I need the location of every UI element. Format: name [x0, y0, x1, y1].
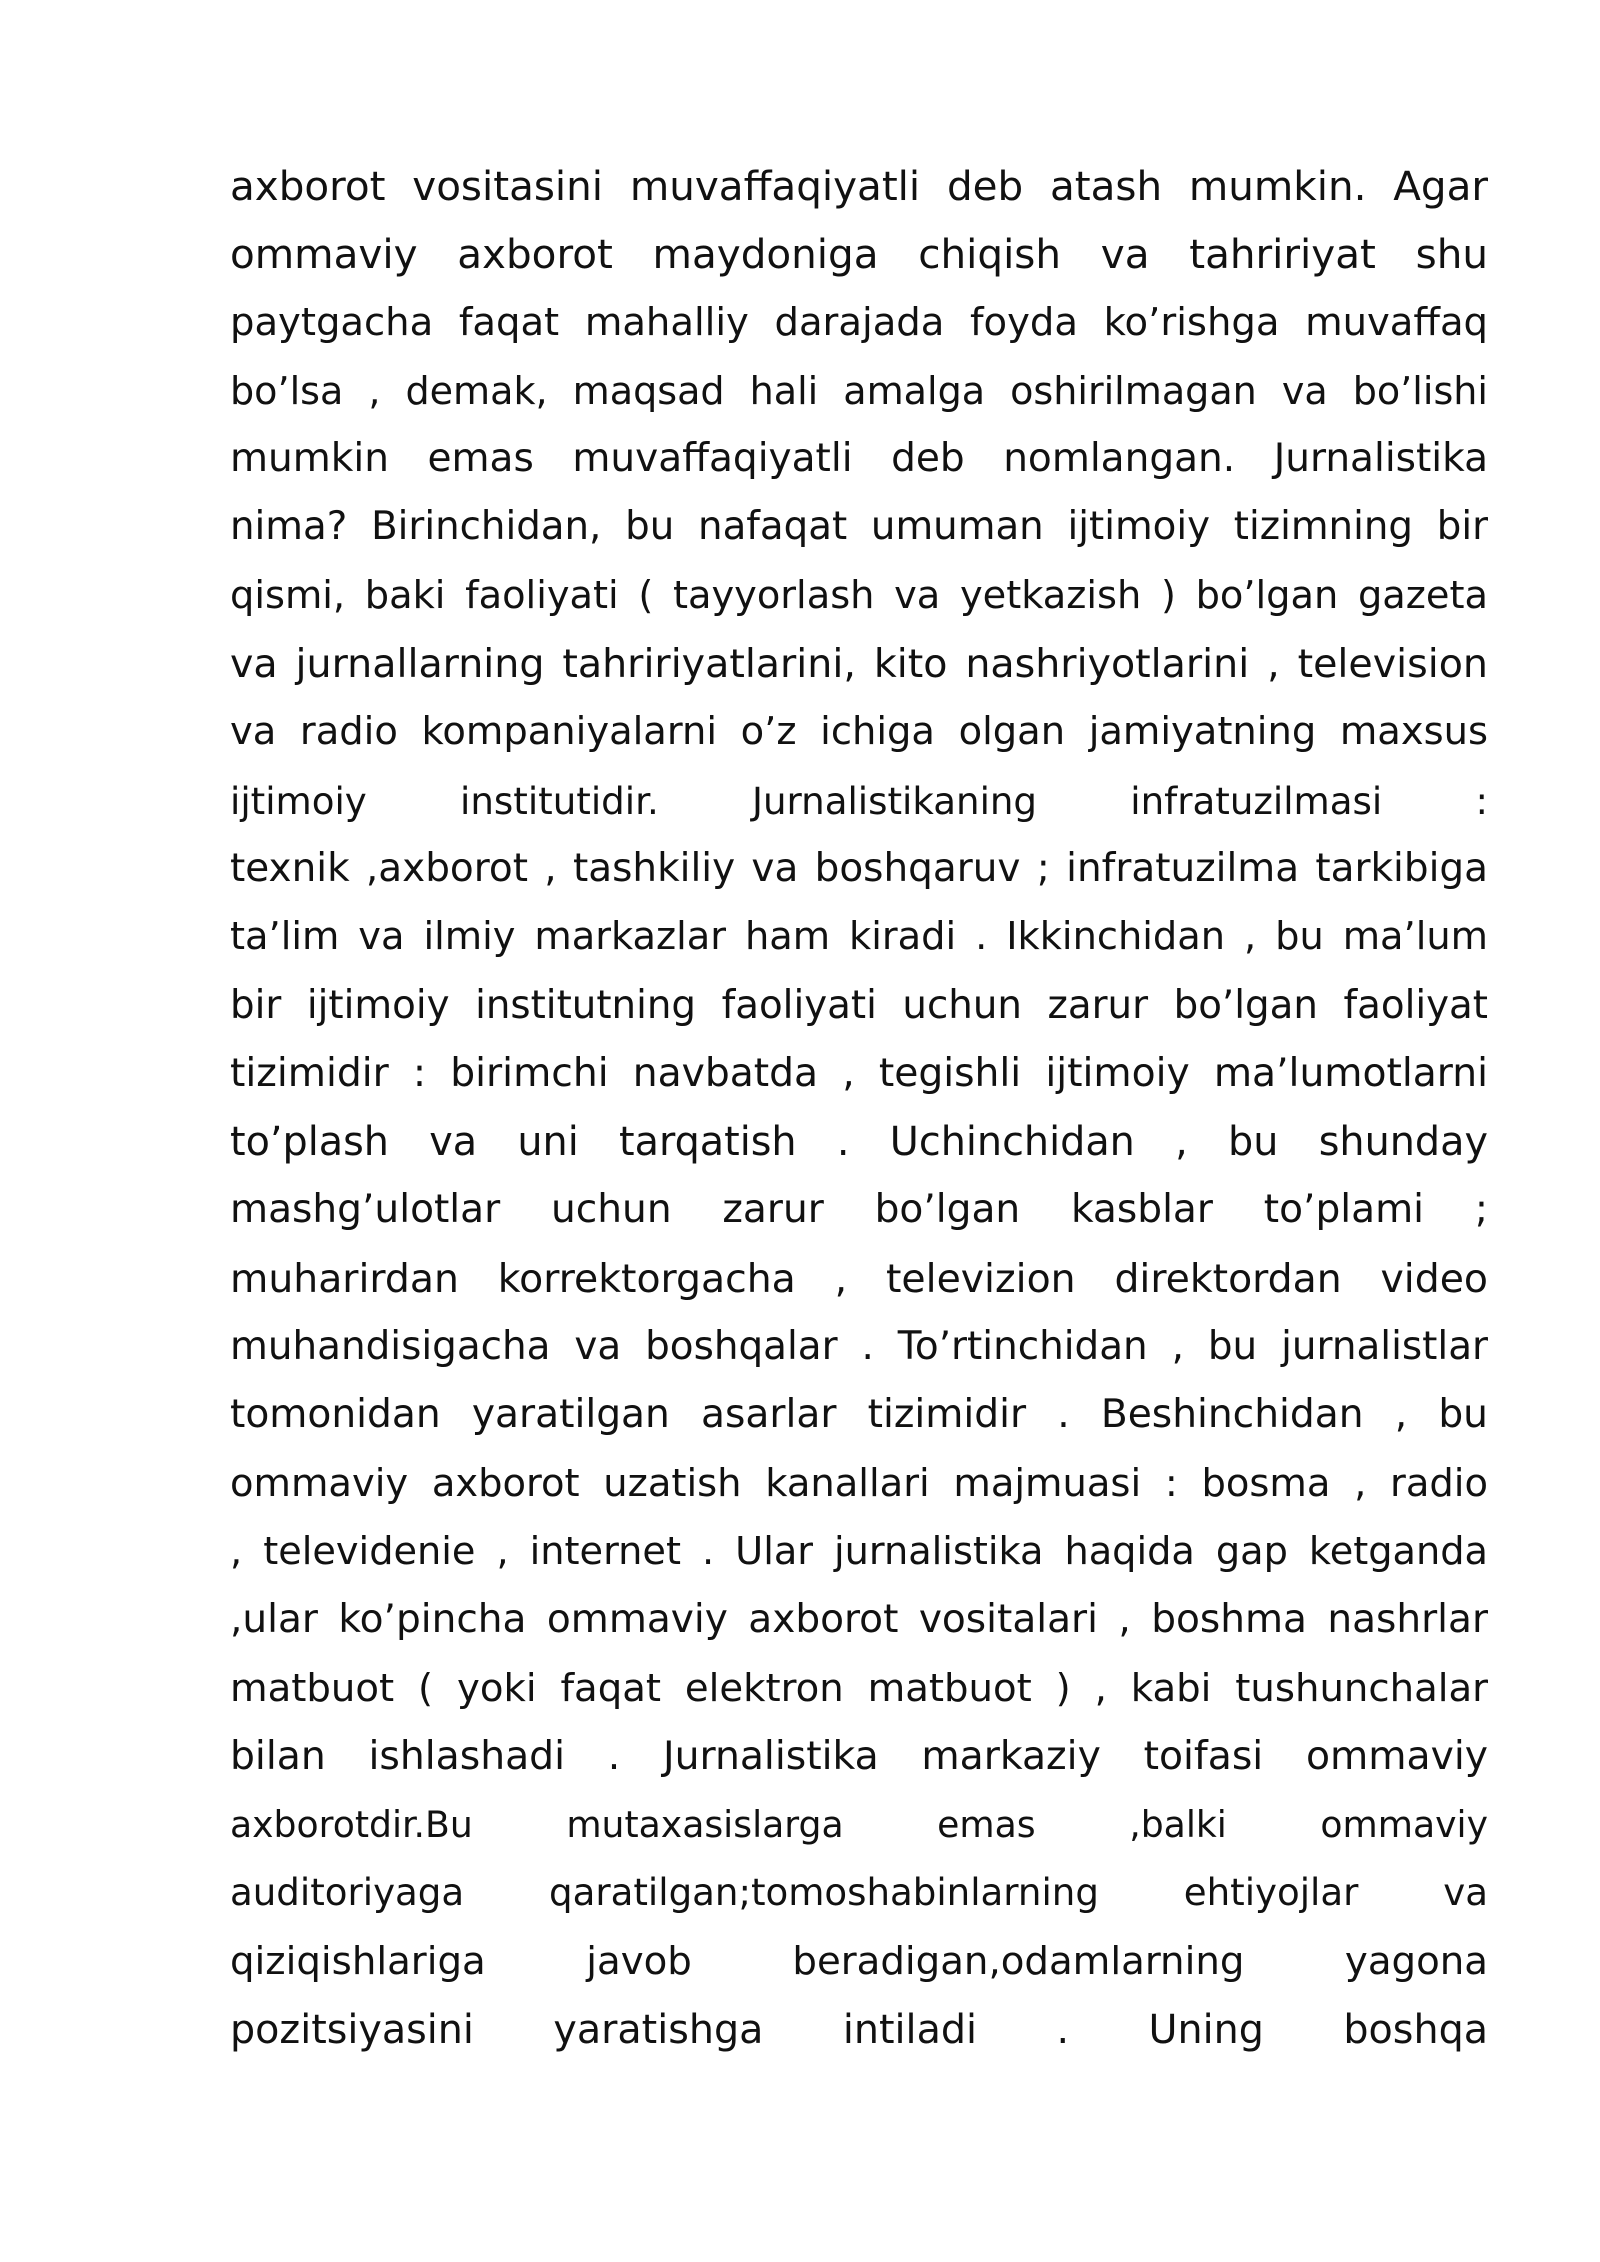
text-line-5: mumkin emas muvaffaqiyatli deb nomlangan. Jurnalistika — [230, 436, 1488, 482]
text-line-17: muharirdan korrektorgacha , televizion direktordan video — [230, 1255, 1488, 1302]
text-line-24: bilan ishlashadi . Jurnalistika markaziy toifasi ommaviy — [230, 1733, 1488, 1779]
text-line-20: ommaviy axborot uzatish kanallari majmuasi : bosma , radio — [230, 1460, 1488, 1506]
text-line-12: ta’lim va ilmiy markazlar ham kiradi . Ikkinchidan , bu ma’lum — [230, 914, 1488, 960]
text-line-28: pozitsiyasini yaratishga intiladi . Uning boshqa — [230, 2007, 1488, 2054]
text-line-13: bir ijtimoiy institutning faoliyati uchun zarur bo’lgan faoliyat — [230, 982, 1488, 1028]
text-line-8: va jurnallarning tahririyatlarini, kito nashriyotlarini , television — [230, 641, 1488, 688]
text-line-3: paytgacha faqat mahalliy darajada foyda ko’rishga muvaffaq — [230, 299, 1488, 345]
text-line-22: ,ular ko’pincha ommaviy axborot vositalari , boshma nashrlar — [230, 1597, 1488, 1643]
text-line-15: to’plash va uni tarqatish . Uchinchidan , bu shunday — [230, 1119, 1488, 1166]
text-line-10: ijtimoiy institutidir. Jurnalistikaning infratuzilmasi : — [230, 778, 1488, 823]
text-line-27: qiziqishlariga javob beradigan,odamlarning yagona — [230, 1938, 1488, 1984]
text-line-26: auditoriyaga qaratilgan;tomoshabinlarning ehtiyojlar va — [230, 1871, 1488, 1915]
text-line-4: bo’lsa , demak, maqsad hali amalga oshirilmagan va bo’lishi — [230, 368, 1488, 413]
text-line-21: , televidenie , internet . Ular jurnalistika haqida gap ketganda — [230, 1528, 1488, 1574]
text-line-23: matbuot ( yoki faqat elektron matbuot ) , kabi tushunchalar — [230, 1665, 1488, 1711]
text-line-14: tizimidir : birimchi navbatda , tegishli ijtimoiy ma’lumotlarni — [230, 1050, 1488, 1096]
text-line-19: tomonidan yaratilgan asarlar tizimidir . Beshinchidan , bu — [230, 1392, 1488, 1438]
text-line-9: va radio kompaniyalarni o’z ichiga olgan jamiyatning maxsus — [230, 709, 1488, 755]
text-line-16: mashg’ulotlar uchun zarur bo’lgan kasblar to’plami ; — [230, 1187, 1488, 1233]
text-line-6: nima? Birinchidan, bu nafaqat umuman ijtimoiy tizimning bir — [230, 504, 1488, 550]
text-line-2: ommaviy axborot maydoniga chiqish va tahririyat shu — [230, 230, 1488, 279]
text-line-11: texnik ,axborot , tashkiliy va boshqaruv ; infratuzilma tarkibiga — [230, 845, 1488, 891]
text-line-18: muhandisigacha va boshqalar . To’rtinchidan , bu jurnalistlar — [230, 1324, 1488, 1370]
text-line-1: axborot vositasini muvaffaqiyatli deb atash mumkin. Agar — [230, 162, 1488, 210]
body-text — [230, 152, 1488, 2064]
text-line-25: axborotdir.Bu mutaxasislarga emas ,balki ommaviy — [230, 1803, 1488, 1847]
text-line-7: qismi, baki faoliyati ( tayyorlash va yetkazish ) bo’lgan gazeta — [230, 572, 1488, 618]
